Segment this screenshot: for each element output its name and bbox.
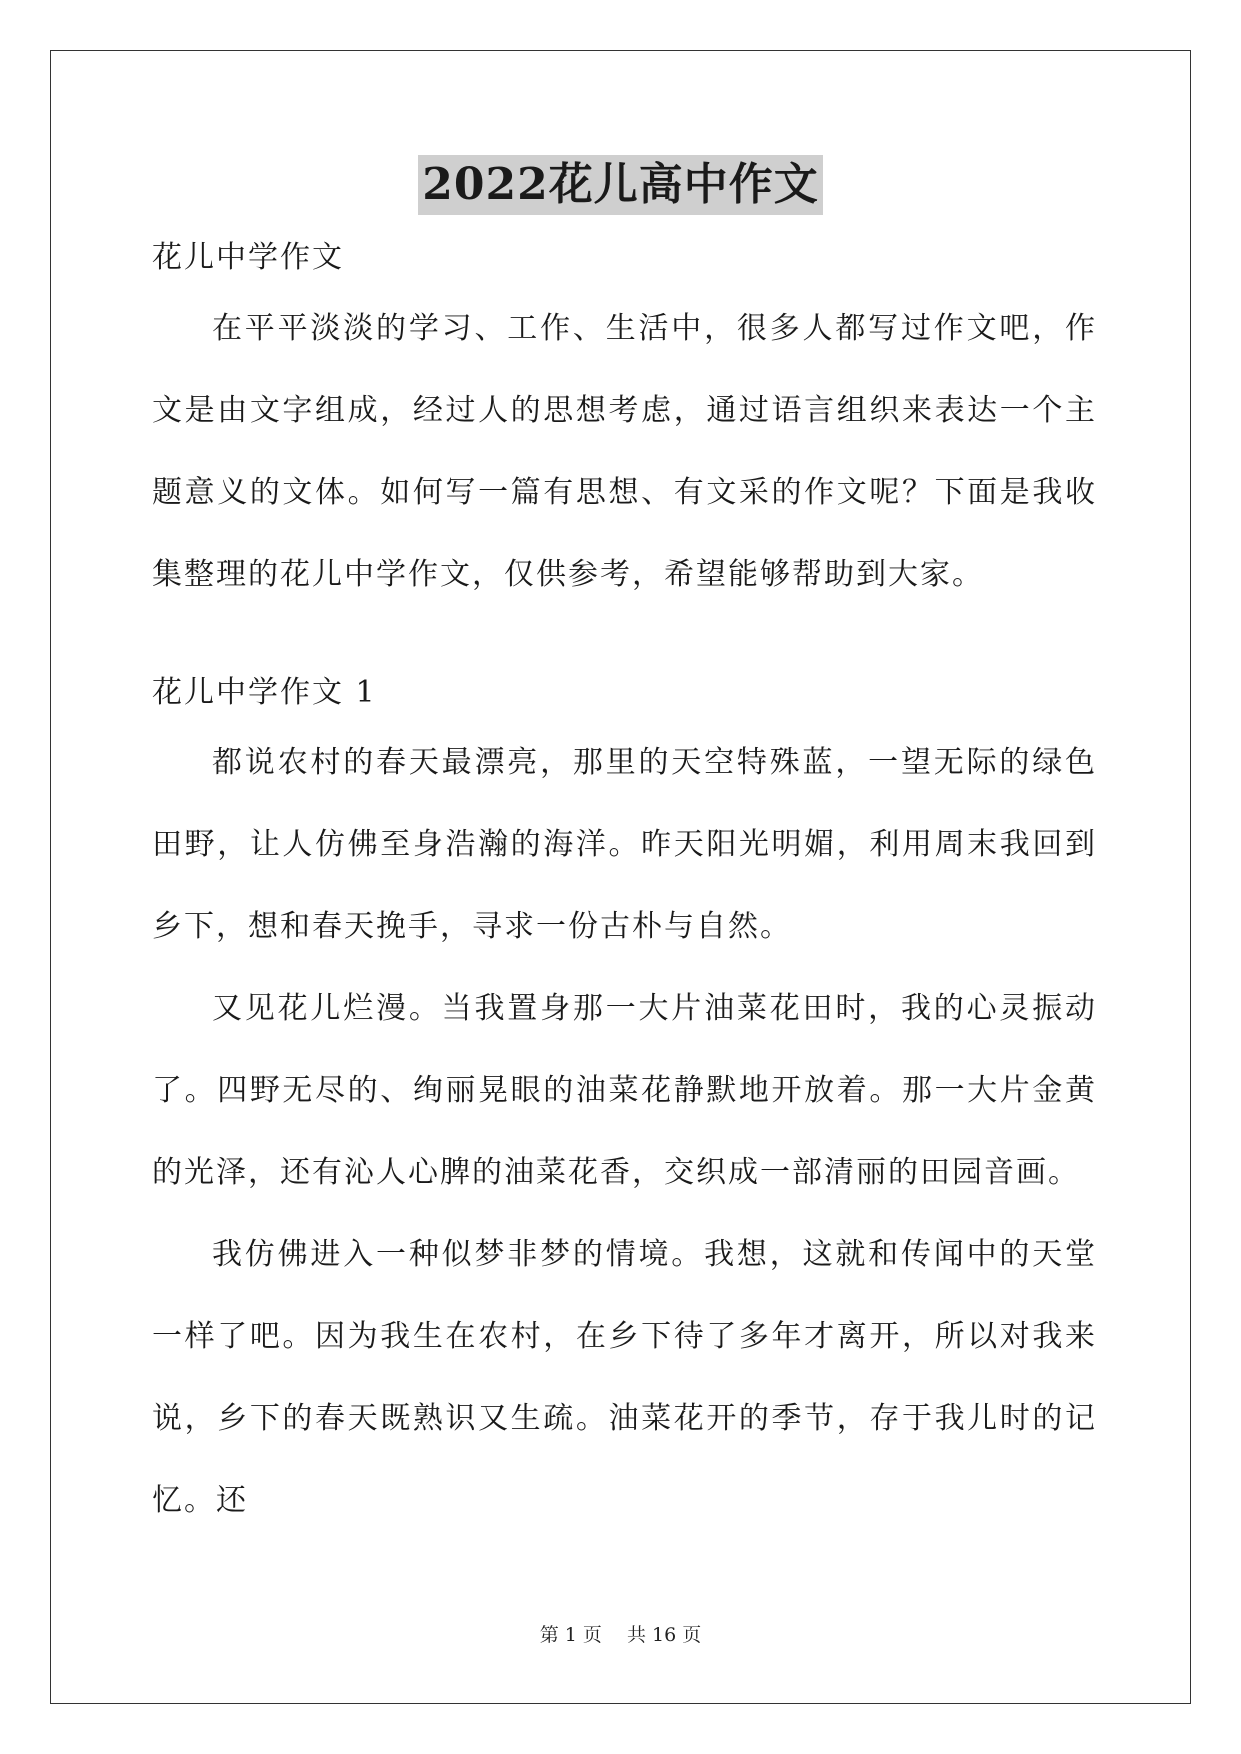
essay-paragraph: 我仿佛进入一种似梦非梦的情境。我想，这就和传闻中的天堂一样了吧。因为我生在农村，在乡下待了多年才离开，所以对我来说，乡下的春天既熟识又生疏。油菜花开的季节，存于我儿时的记忆。还 bbox=[152, 1237, 1097, 1518]
essay-heading: 花儿中学作文 1 bbox=[152, 675, 377, 710]
page-number: 第 1 页 共 16 页 bbox=[539, 1624, 702, 1646]
section-heading: 花儿中学作文 bbox=[152, 240, 344, 275]
title-container bbox=[0, 155, 1241, 215]
document-title: 2022花儿高中作文 bbox=[418, 155, 822, 215]
essay-paragraph: 都说农村的春天最漂亮，那里的天空特殊蓝，一望无际的绿色田野，让人仿佛至身浩瀚的海洋。昨天阳光明媚，利用周末我回到乡下，想和春天挽手，寻求一份古朴与自然。 bbox=[152, 745, 1097, 944]
intro-paragraph: 在平平淡淡的学习、工作、生活中，很多人都写过作文吧，作文是由文字组成，经过人的思想考虑，通过语言组织来表达一个主题意义的文体。如何写一篇有思想、有文采的作文呢？下面是我收集整理的花儿中学作文，仅供参考，希望能够帮助到大家。 bbox=[152, 311, 1097, 592]
essay-paragraph: 又见花儿烂漫。当我置身那一大片油菜花田时，我的心灵振动了。四野无尽的、绚丽晃眼的油菜花静默地开放着。那一大片金黄的光泽，还有沁人心脾的油菜花香，交织成一部清丽的田园音画。 bbox=[152, 991, 1097, 1190]
